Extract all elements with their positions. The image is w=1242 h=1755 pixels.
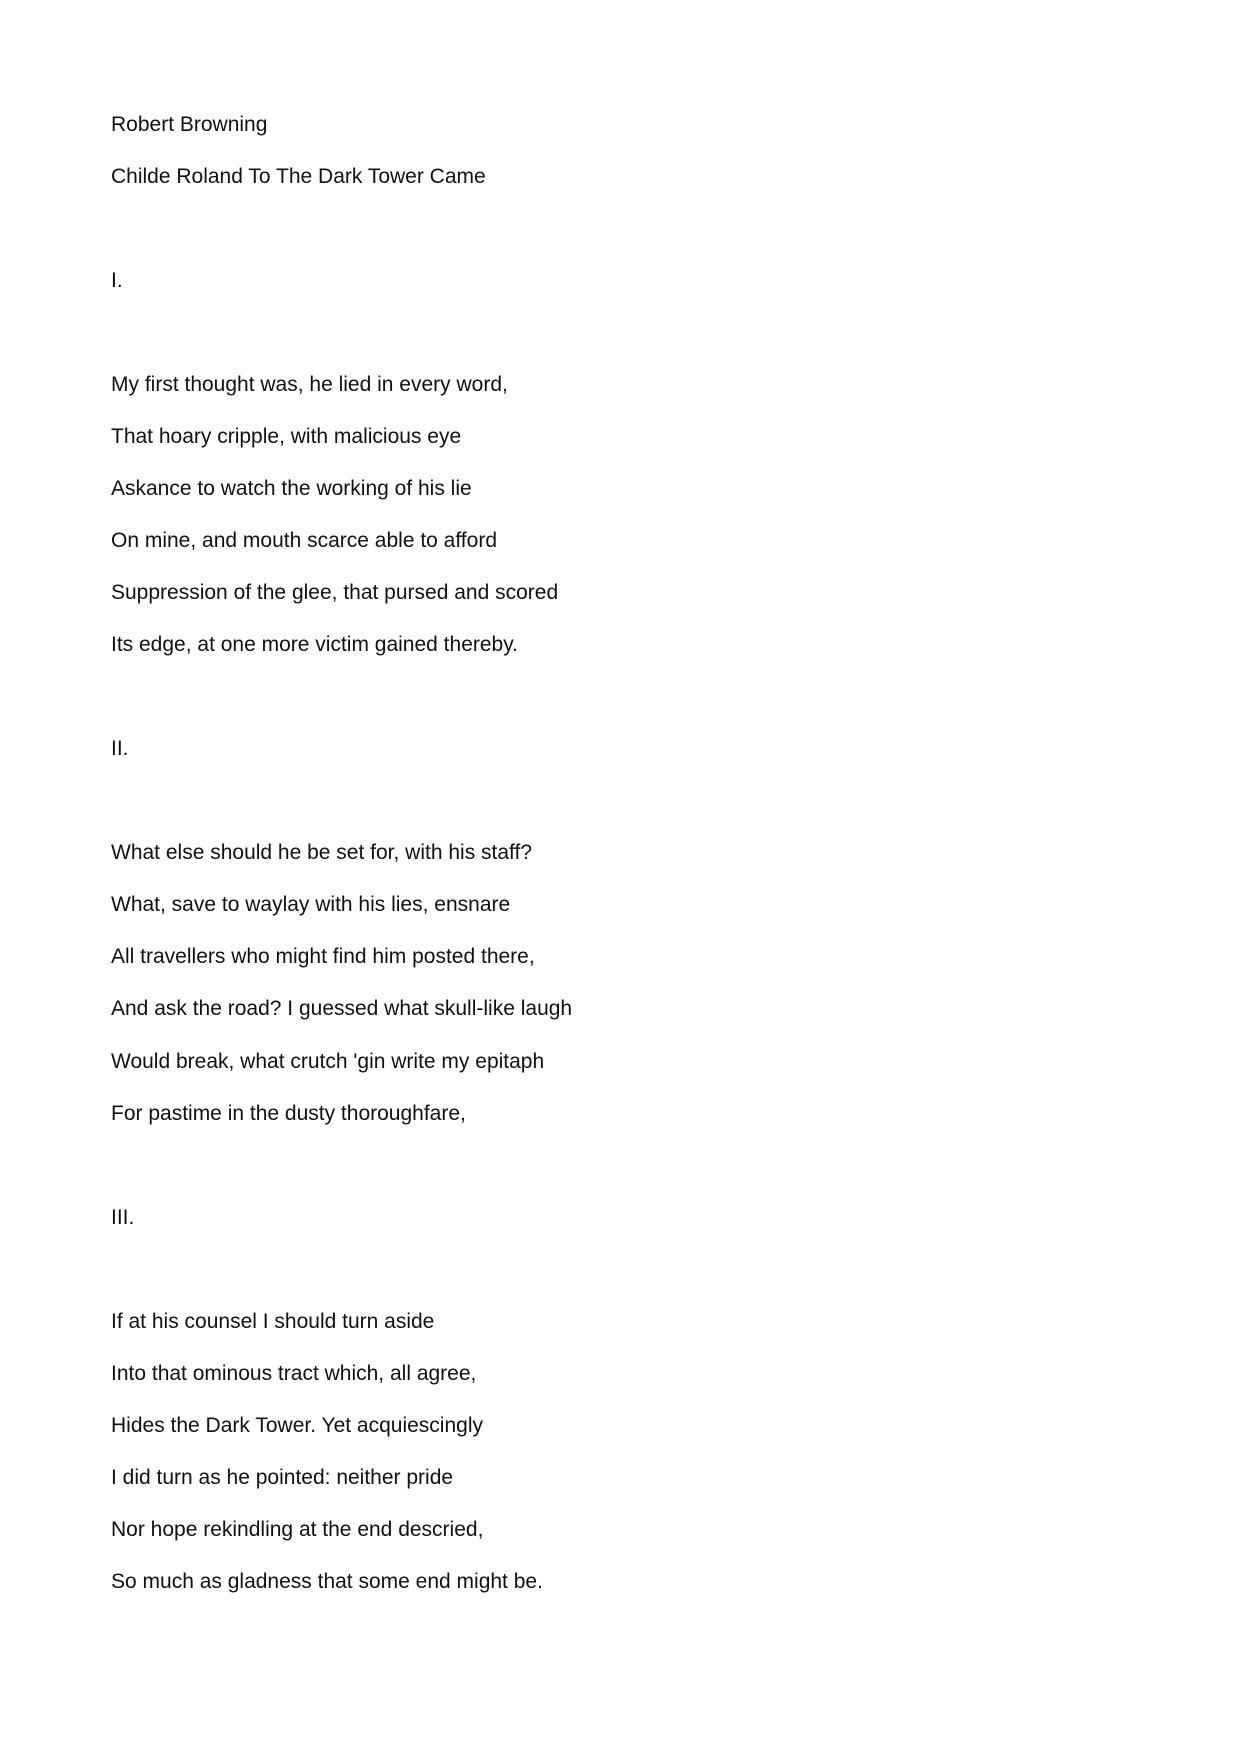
stanza-1-line-3: Askance to watch the working of his lie — [111, 477, 472, 500]
stanza-2-line-1: What else should he be set for, with his staff? — [111, 841, 533, 864]
poem-author: Robert Browning — [111, 113, 268, 136]
stanza-2-line-6: For pastime in the dusty thoroughfare, — [111, 1102, 466, 1125]
stanza-3-line-1: If at his counsel I should turn aside — [111, 1310, 435, 1333]
stanza-1-line-1: My first thought was, he lied in every word, — [111, 373, 508, 396]
stanza-1-line-4: On mine, and mouth scarce able to afford — [111, 529, 497, 552]
stanza-3-line-2: Into that ominous tract which, all agree, — [111, 1362, 477, 1385]
stanza-3-line-5: Nor hope rekindling at the end descried, — [111, 1518, 484, 1541]
poem-title: Childe Roland To The Dark Tower Came — [111, 165, 486, 188]
stanza-3-line-4: I did turn as he pointed: neither pride — [111, 1466, 454, 1489]
stanza-3-line-3: Hides the Dark Tower. Yet acquiescingly — [111, 1414, 483, 1437]
stanza-1-line-6: Its edge, at one more victim gained thereby. — [111, 633, 518, 656]
stanza-numeral-1: I. — [111, 269, 123, 292]
stanza-numeral-3: III. — [111, 1206, 135, 1229]
stanza-2-line-4: And ask the road? I guessed what skull-like laugh — [111, 997, 573, 1020]
stanza-3-line-6: So much as gladness that some end might be. — [111, 1570, 543, 1593]
stanza-2-line-5: Would break, what crutch 'gin write my epitaph — [111, 1050, 545, 1073]
stanza-2-line-2: What, save to waylay with his lies, ensnare — [111, 893, 511, 916]
stanza-1-line-2: That hoary cripple, with malicious eye — [111, 425, 462, 448]
stanza-numeral-2: II. — [111, 737, 129, 760]
stanza-2-line-3: All travellers who might find him posted there, — [111, 945, 535, 968]
stanza-1-line-5: Suppression of the glee, that pursed and scored — [111, 581, 559, 604]
